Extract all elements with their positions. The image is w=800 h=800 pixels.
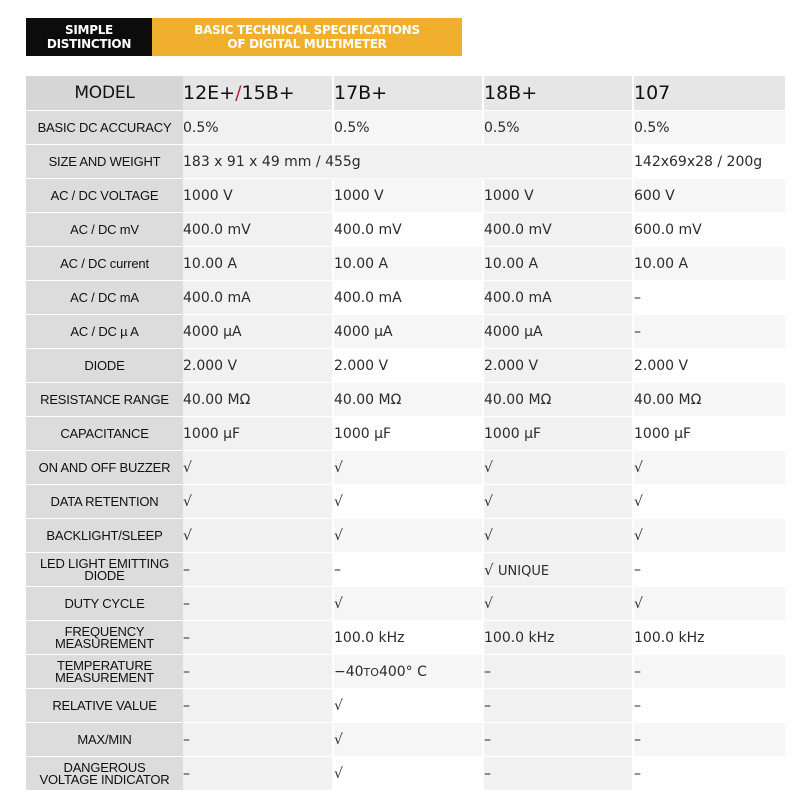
cell: 600.0 mV — [633, 213, 785, 247]
unique-label: UNIQUE — [498, 563, 550, 579]
cell: 183 x 91 x 49 mm / 455g — [183, 145, 633, 179]
model-12e: 12E+ — [183, 82, 236, 104]
cell: – — [183, 689, 333, 723]
row-label-line: FREQUENCY — [64, 623, 145, 639]
row-label: RESISTANCE RANGE — [26, 383, 183, 417]
cell: 2.000 V — [333, 349, 483, 383]
cell: 0.5% — [183, 111, 333, 145]
checkmark-icon: √ — [333, 689, 483, 723]
table-row — [26, 383, 785, 417]
row-label: AC / DC µ A — [26, 315, 183, 349]
row-label: MAX/MIN — [26, 723, 183, 757]
row-label: BACKLIGHT/SLEEP — [26, 519, 183, 553]
checkmark-icon: √ — [333, 723, 483, 757]
spec-title — [152, 18, 462, 56]
cell: 10.00 A — [333, 247, 483, 281]
cell: – — [633, 553, 785, 587]
spec-title-line-2: OF DIGITAL MULTIMETER — [227, 37, 387, 51]
checkmark-icon: √ — [483, 451, 633, 485]
cell: 1000 µF — [183, 417, 333, 451]
row-label-line: DANGEROUS — [63, 759, 146, 775]
cell: 2.000 V — [483, 349, 633, 383]
row-label: BASIC DC ACCURACY — [26, 111, 183, 145]
cell: 400.0 mV — [183, 213, 333, 247]
table-row — [26, 621, 785, 655]
checkmark-icon: √ — [333, 757, 483, 791]
cell: 4000 µA — [333, 315, 483, 349]
cell: 40.00 MΩ — [183, 383, 333, 417]
checkmark-icon: √ — [633, 587, 785, 621]
table-row — [26, 553, 785, 587]
cell: – — [483, 655, 633, 689]
row-label: AC / DC mV — [26, 213, 183, 247]
checkmark-icon: √ — [483, 587, 633, 621]
cell: 400.0 mV — [483, 213, 633, 247]
cell: 1000 V — [333, 179, 483, 213]
table-row — [26, 349, 785, 383]
checkmark-icon: √ — [183, 519, 333, 553]
cell: 40.00 MΩ — [483, 383, 633, 417]
cell: – — [633, 689, 785, 723]
cell: 1000 µF — [333, 417, 483, 451]
spec-title-line-1: BASIC TECHNICAL SPECIFICATIONS — [194, 23, 420, 37]
checkmark-icon: √ — [183, 451, 333, 485]
table-row — [26, 689, 785, 723]
cell: 10.00 A — [183, 247, 333, 281]
cell: 4000 µA — [483, 315, 633, 349]
row-label — [26, 757, 183, 791]
cell: – — [483, 757, 633, 791]
temp-max: 400° C — [378, 663, 427, 680]
row-label: DUTY CYCLE — [26, 587, 183, 621]
model-12e-15b — [183, 76, 333, 111]
cell: – — [483, 723, 633, 757]
table-row — [26, 723, 785, 757]
table-row — [26, 485, 785, 519]
checkmark-icon: √ — [333, 519, 483, 553]
cell: 2.000 V — [183, 349, 333, 383]
row-label: ON AND OFF BUZZER — [26, 451, 183, 485]
row-label: AC / DC VOLTAGE — [26, 179, 183, 213]
cell: 400.0 mV — [333, 213, 483, 247]
row-label-line: DIODE — [84, 567, 125, 583]
table-row — [26, 213, 785, 247]
cell: – — [483, 689, 633, 723]
cell: 2.000 V — [633, 349, 785, 383]
model-header: MODEL — [26, 76, 183, 111]
checkmark-icon: √ — [633, 451, 785, 485]
cell: – — [633, 757, 785, 791]
model-17b: 17B+ — [333, 76, 483, 111]
checkmark-icon: √ — [484, 560, 494, 579]
temp-to: TO — [363, 665, 379, 679]
row-label-line: LED LIGHT EMITTING — [39, 555, 170, 571]
cell: 10.00 A — [633, 247, 785, 281]
spec-table — [26, 75, 785, 791]
cell: 0.5% — [483, 111, 633, 145]
model-107: 107 — [633, 76, 785, 111]
cell: 400.0 mA — [483, 281, 633, 315]
row-label: CAPACITANCE — [26, 417, 183, 451]
row-label — [26, 655, 183, 689]
cell: 100.0 kHz — [333, 621, 483, 655]
cell: 1000 V — [483, 179, 633, 213]
cell — [483, 553, 633, 587]
table-row — [26, 519, 785, 553]
cell: 40.00 MΩ — [333, 383, 483, 417]
temp-min: −40 — [334, 663, 364, 680]
cell: – — [633, 281, 785, 315]
cell: – — [183, 723, 333, 757]
table-row — [26, 111, 785, 145]
cell: 142x69x28 / 200g — [633, 145, 785, 179]
row-label: AC / DC mA — [26, 281, 183, 315]
table-row — [26, 247, 785, 281]
cell: – — [183, 621, 333, 655]
row-label-line: TEMPERATURE — [56, 657, 153, 673]
checkmark-icon: √ — [483, 519, 633, 553]
tag-line-1: SIMPLE — [65, 23, 113, 37]
table-row — [26, 179, 785, 213]
table-row — [26, 417, 785, 451]
row-label: DIODE — [26, 349, 183, 383]
checkmark-icon: √ — [633, 485, 785, 519]
simple-distinction-tag — [26, 18, 152, 56]
model-15b: 15B+ — [241, 82, 295, 104]
cell: – — [183, 655, 333, 689]
title-banner — [26, 18, 462, 56]
cell: 400.0 mA — [333, 281, 483, 315]
cell: 1000 V — [183, 179, 333, 213]
cell: 100.0 kHz — [483, 621, 633, 655]
cell: 1000 µF — [483, 417, 633, 451]
cell: 100.0 kHz — [633, 621, 785, 655]
table-row — [26, 281, 785, 315]
cell: 1000 µF — [633, 417, 785, 451]
row-label-line: MEASUREMENT — [55, 635, 154, 651]
tag-line-2: DISTINCTION — [46, 37, 132, 51]
row-label: AC / DC current — [26, 247, 183, 281]
model-18b: 18B+ — [483, 76, 633, 111]
checkmark-icon: √ — [183, 485, 333, 519]
table-row — [26, 655, 785, 689]
cell: 400.0 mA — [183, 281, 333, 315]
row-label: RELATIVE VALUE — [26, 689, 183, 723]
cell: – — [633, 655, 785, 689]
header-row — [26, 76, 785, 111]
model-separator: / — [235, 82, 242, 104]
cell: – — [183, 553, 333, 587]
cell: – — [633, 723, 785, 757]
cell: 40.00 MΩ — [633, 383, 785, 417]
row-label — [26, 553, 183, 587]
checkmark-icon: √ — [333, 587, 483, 621]
cell: 0.5% — [633, 111, 785, 145]
row-label: DATA RETENTION — [26, 485, 183, 519]
cell: – — [183, 757, 333, 791]
row-label-line: VOLTAGE INDICATOR — [39, 771, 170, 787]
cell: – — [333, 553, 483, 587]
table-row — [26, 451, 785, 485]
cell: 600 V — [633, 179, 785, 213]
cell: 0.5% — [333, 111, 483, 145]
checkmark-icon: √ — [333, 451, 483, 485]
table-row — [26, 315, 785, 349]
checkmark-icon: √ — [333, 485, 483, 519]
row-label-line: MEASUREMENT — [55, 669, 154, 685]
cell: – — [183, 587, 333, 621]
cell: 4000 µA — [183, 315, 333, 349]
cell — [333, 655, 483, 689]
checkmark-icon: √ — [633, 519, 785, 553]
row-label: SIZE AND WEIGHT — [26, 145, 183, 179]
cell: – — [633, 315, 785, 349]
checkmark-icon: √ — [483, 485, 633, 519]
table-row — [26, 587, 785, 621]
cell: 10.00 A — [483, 247, 633, 281]
table-row — [26, 145, 785, 179]
table-row — [26, 757, 785, 791]
row-label — [26, 621, 183, 655]
